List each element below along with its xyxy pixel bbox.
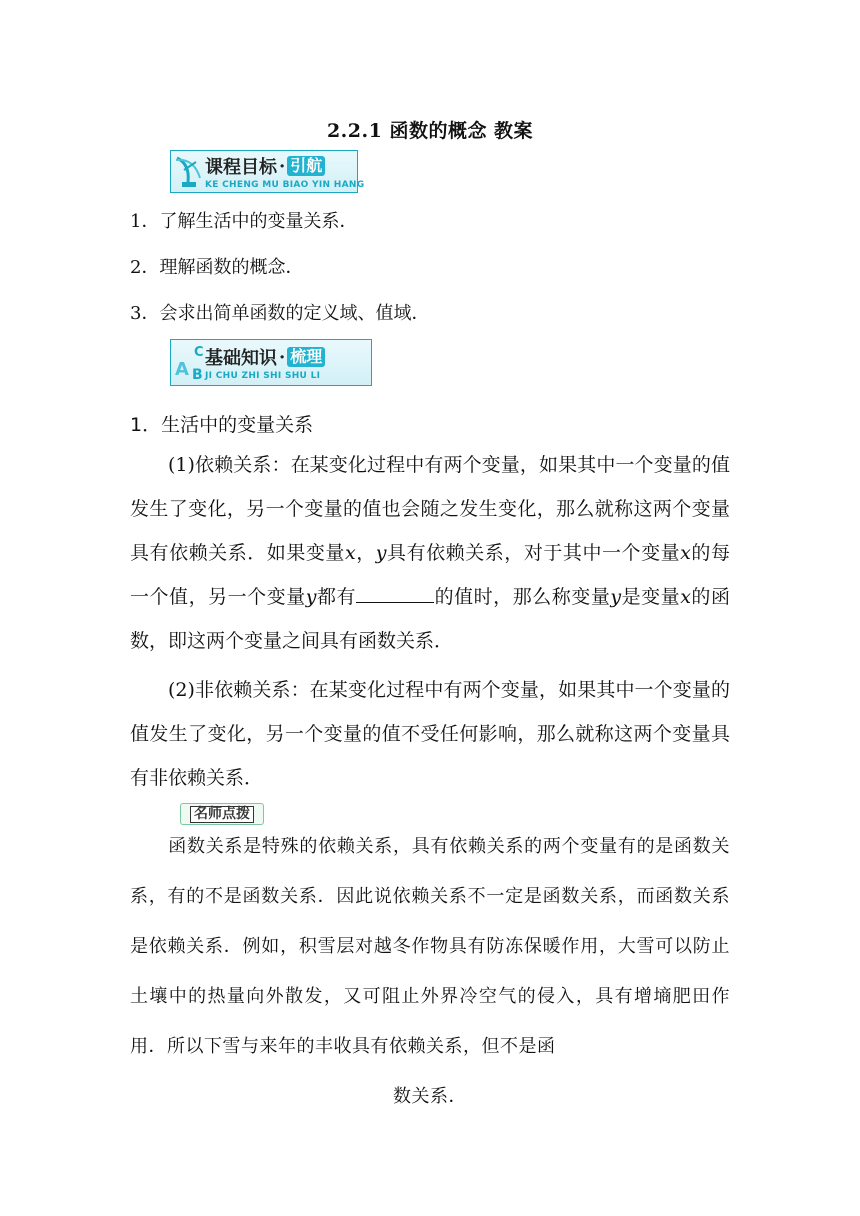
badge-main-label: 基础知识: [205, 348, 277, 369]
badge-dot: ·: [279, 155, 286, 177]
basic-knowledge-badge: [170, 339, 372, 386]
badge-tag: 梳理: [287, 347, 325, 367]
dependency-paragraph: (1)依赖关系：在某变化过程中有两个变量，如果其中一个变量的值发生了变化，另一个变量的值也会随之发生变化，那么就称这两个变量具有依赖关系．如果变量x，y具有依赖关系，对于其中一个变量x的每一个值，另一个变量y都有 的值时，那么称变量y是变量x的函数，即这两个变量之间具有函数关系．: [130, 454, 730, 652]
objective-item: 2．理解函数的概念．: [130, 257, 304, 278]
badge-pinyin: JI CHU ZHI SHI SHU LI: [205, 371, 321, 381]
course-objectives-badge: [170, 150, 365, 193]
badge-pinyin: KE CHENG MU BIAO YIN HANG: [205, 180, 365, 190]
section-heading: 1．生活中的变量关系: [130, 414, 314, 436]
svg-text:C: C: [194, 345, 204, 360]
badge-dot: ·: [279, 346, 286, 368]
page-title: 2.2.1 函数的概念 教案: [326, 120, 534, 142]
objective-item: 1．了解生活中的变量关系．: [130, 211, 358, 232]
badge-tag: 引航: [287, 156, 325, 176]
abc-blocks-icon: [174, 343, 208, 387]
badge-main-label: 课程目标: [205, 157, 277, 178]
teacher-tip-badge: 名师点拨: [180, 803, 264, 825]
non-dependency-paragraph: (2)非依赖关系：在某变化过程中有两个变量，如果其中一个变量的值发生了变化，另一个变量的值不受任何影响，那么就称这两个变量具有非依赖关系．: [130, 679, 730, 789]
svg-text:B: B: [192, 367, 203, 383]
satellite-dish-icon: [174, 154, 204, 194]
fill-blank: [356, 586, 434, 603]
teacher-tip-text: 函数关系是特殊的依赖关系，具有依赖关系的两个变量有的是函数关系，有的不是函数关系．因此说依赖关系不一定是函数关系，而函数关系是依赖关系．例如，积雪层对越冬作物具有防冻保暖作用，大雪可以防止土壤中的热量向外散发，又可阻止外界冷空气的侵入，具有增墒肥田作用．所以下雪与来年的丰收具有依赖关系，但不是函 数关系．: [130, 836, 730, 1107]
svg-text:A: A: [175, 359, 189, 380]
objective-item: 3．会求出简单函数的定义域、值域．: [130, 303, 430, 324]
